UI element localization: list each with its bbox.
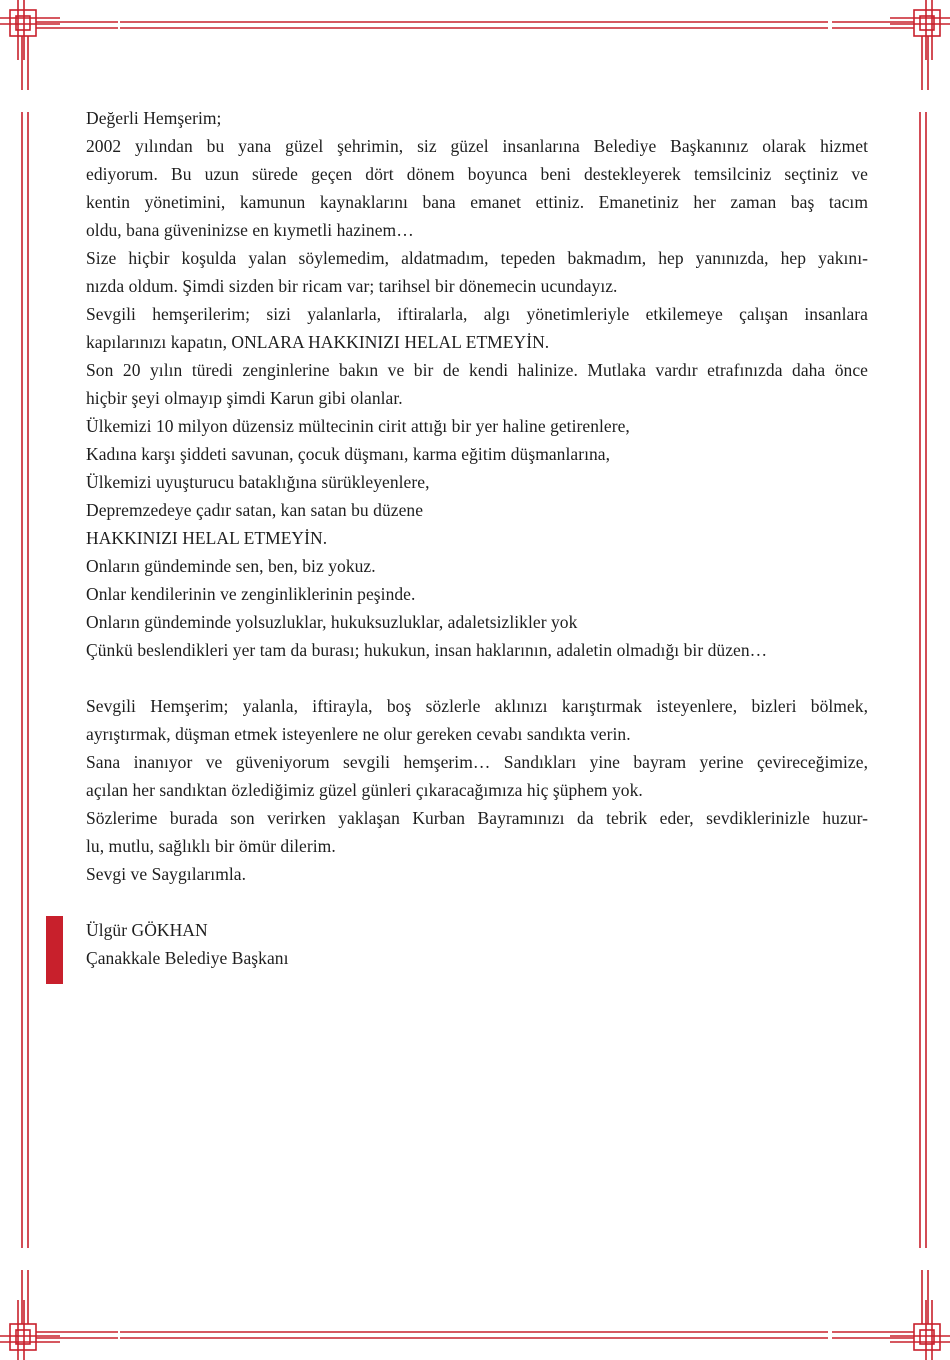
greeting: Değerli Hemşerim;	[86, 108, 222, 128]
corner-ornament-bottom-right	[832, 1270, 950, 1360]
list-line: Onlar kendilerinin ve zenginliklerinin peşinde.	[86, 584, 416, 604]
paragraph-line: Sözlerime burada son verirken yaklaşan Kurban Bayramınızı da tebrik eder, sevdiklerinizle huzur-	[86, 808, 868, 828]
list-line: Depremzedeye çadır satan, kan satan bu düzene	[86, 500, 424, 520]
paragraph-line: Sevgili hemşerilerim; sizi yalanlarla, iftiralarla, algı yönetimleriyle etkilemeye çalışan insanlara	[86, 304, 868, 324]
list-line: Onların gündeminde yolsuzluklar, hukuksuzluklar, adaletsizlikler yok	[86, 612, 578, 632]
letter-body	[86, 104, 868, 972]
signature-title: Çanakkale Belediye Başkanı	[86, 948, 289, 968]
list-line: Kadına karşı şiddeti savunan, çocuk düşmanı, karma eğitim düşmanlarına,	[86, 444, 611, 464]
paragraph-line: Size hiçbir koşulda yalan söylemedim, aldatmadım, tepeden bakmadım, hep yanınızda, hep yakını-	[86, 248, 868, 268]
paragraph-line: nızda oldum. Şimdi sizden bir ricam var; tarihsel bir dönemecin ucundayız.	[86, 276, 618, 296]
paragraph-line: ayrıştırmak, düşman etmek isteyenlere ne olur gereken cevabı sandıkta verin.	[86, 724, 631, 744]
list-line: Çünkü beslendikleri yer tam da burası; hukukun, insan haklarının, adaletin olmadığı bir düzen…	[86, 640, 768, 660]
list-line: Ülkemizi uyuşturucu bataklığına sürükleyenlere,	[86, 472, 430, 492]
paragraph-line: lu, mutlu, sağlıklı bir ömür dilerim.	[86, 836, 336, 856]
list-line: Onların gündeminde sen, ben, biz yokuz.	[86, 556, 376, 576]
paragraph-line: ediyorum. Bu uzun sürede geçen dört dönem boyunca beni destekleyerek temsilciniz seçtiniz ve	[86, 164, 868, 184]
closing: Sevgi ve Saygılarımla.	[86, 864, 247, 884]
corner-ornament-bottom-left	[0, 1270, 118, 1360]
paragraph-line: Sana inanıyor ve güveniyorum sevgili hemşerim… Sandıkları yine bayram yerine çevireceğimize,	[86, 752, 868, 772]
list-line: HAKKINIZI HELAL ETMEYİN.	[86, 528, 328, 548]
paragraph-line: açılan her sandıktan özlediğimiz güzel günleri çıkaracağımıza hiç şüphem yok.	[86, 780, 643, 800]
paragraph-line: hiçbir şeyi olmayıp şimdi Karun gibi olanlar.	[86, 388, 403, 408]
paragraph-line: Son 20 yılın türedi zenginlerine bakın ve bir de kendi halinize. Mutlaka vardır etrafınızda daha önce	[86, 360, 868, 380]
paragraph-line: 2002 yılından bu yana güzel şehrimin, siz güzel insanlarına Belediye Başkanınız olarak hizmet	[86, 136, 868, 156]
paragraph-line: Sevgili Hemşerim; yalanla, iftirayla, boş sözlerle aklınızı karıştırmak isteyenlere, bizleri bölmek,	[86, 696, 868, 716]
paragraph-line: oldu, bana güveninizse en kıymetli hazinem…	[86, 220, 414, 240]
paragraph-line: kapılarınızı kapatın, ONLARA HAKKINIZI HELAL ETMEYİN.	[86, 332, 550, 352]
corner-ornament-top-right	[832, 0, 950, 90]
signature-accent-bar	[46, 916, 63, 984]
paragraph-line: kentin yönetimini, kamunun kaynaklarını bana emanet ettiniz. Emanetiniz her zaman baş tacım	[86, 192, 868, 212]
signature-name: Ülgür GÖKHAN	[86, 920, 208, 940]
corner-ornament-top-left	[0, 0, 118, 90]
list-line: Ülkemizi 10 milyon düzensiz mültecinin cirit attığı bir yer haline getirenlere,	[86, 416, 630, 436]
